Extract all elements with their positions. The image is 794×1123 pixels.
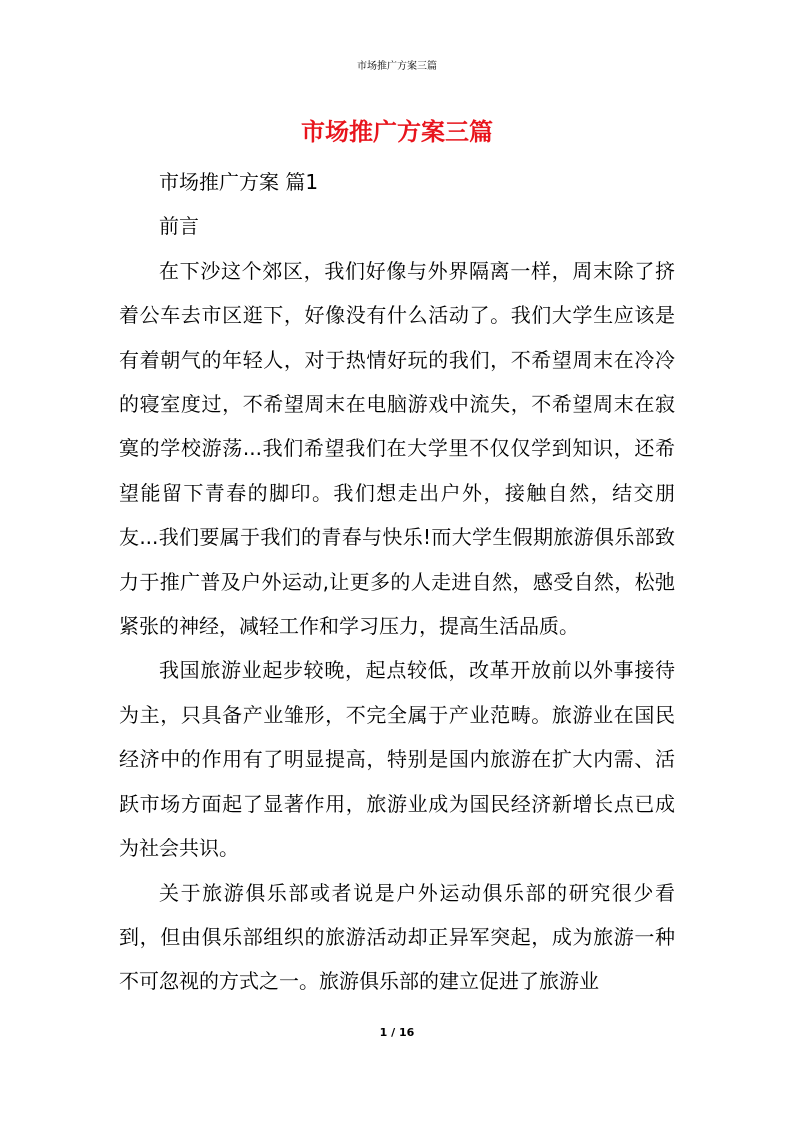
body-paragraph: 关于旅游俱乐部或者说是户外运动俱乐部的研究很少看到，但由俱乐部组织的旅游活动却正异军突起，成为旅游一种不可忽视的方式之一。旅游俱乐部的建立促进了旅游业 <box>119 880 675 994</box>
running-header: 市场推广方案三篇 <box>357 61 437 72</box>
document-title: 市场推广方案三篇 <box>301 118 493 146</box>
page-number: 1 / 16 <box>379 1026 415 1039</box>
section-heading: 市场推广方案 篇1 <box>159 170 319 194</box>
body-paragraph: 我国旅游业起步较晚，起点较低，改革开放前以外事接待为主，只具备产业雏形，不完全属于产业范畴。旅游业在国民经济中的作用有了明显提高，特别是国内旅游在扩大内需、活跃市场方面起了显著作用，旅游业成为国民经济新增长点已成为社会共识。 <box>119 658 675 861</box>
subheading-preface: 前言 <box>159 214 199 239</box>
body-paragraph: 在下沙这个郊区，我们好像与外界隔离一样，周末除了挤着公车去市区逛下，好像没有什么活动了。我们大学生应该是有着朝气的年轻人，对于热情好玩的我们，不希望周末在冷冷的寝室度过，不希望周末在电脑游戏中流失，不希望周末在寂寞的学校游荡...我们希望我们在大学里不仅仅学到知识，还希望能留下青春的脚印。我们想走出户外，接触自然，结交朋友...我们要属于我们的青春与快乐!而大学生假期旅游俱乐部致力于推广普及户外运动,让更多的人走进自然，感受自然，松弛紧张的神经，减轻工作和学习压力，提高生活品质。 <box>119 258 675 639</box>
document-body <box>119 160 675 1004</box>
